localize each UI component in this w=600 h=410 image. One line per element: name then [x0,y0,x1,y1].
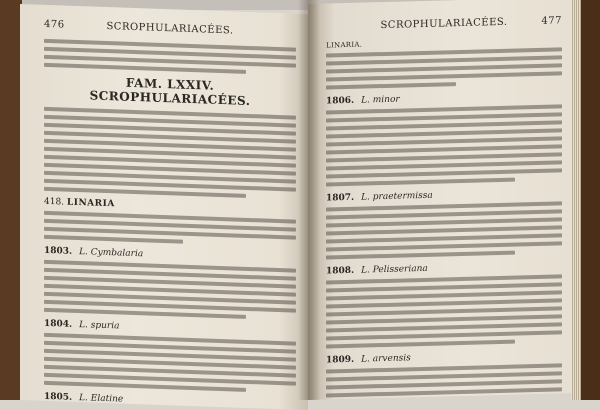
species-name: L. spuria [79,320,120,332]
genus-label: LINARIA [66,197,115,210]
left-page-number: 476 [44,18,65,31]
margin-label: LINARIA. [326,40,363,50]
right-top-text [326,47,562,89]
right-running-title: SCROPHULARIACÉES. [380,16,508,32]
right-running-head [326,15,562,37]
book-binding-right [581,0,600,400]
species-number: 1804. [44,318,73,330]
genus-number: 418. [44,196,65,208]
family-heading: FAM. LXXIV. SCROPHULARIACÉES. [89,75,251,109]
species-name: L. praetermissa [361,190,433,203]
species-entry [326,349,562,400]
species-name: L. arvensis [361,353,411,365]
right-page [308,0,572,400]
species-entry [44,246,296,321]
species-name: L. Elatine [79,393,124,405]
genus-description [44,211,296,248]
left-page [20,4,308,410]
book-binding-left [0,0,22,400]
species-entry [44,319,296,394]
species-number: 1809. [326,354,355,366]
family-description [44,107,296,200]
species-entry [326,260,562,348]
species-name: L. minor [361,94,400,106]
species-number: 1807. [326,192,355,204]
book-gutter [298,0,320,400]
species-entry [326,187,562,259]
left-top-text [44,39,296,76]
species-number: 1803. [44,245,73,257]
species-name: L. Pelisseriana [361,263,428,276]
species-entry [44,392,296,410]
page-edges [571,0,581,400]
species-name: L. Cymbalaria [79,247,144,260]
species-number: 1806. [326,95,355,107]
species-entry [326,90,562,186]
species-number: 1808. [326,265,355,277]
species-number: 1805. [44,391,73,403]
left-running-title: SCROPHULARIACÉES. [106,21,234,37]
right-page-number: 477 [541,15,562,27]
